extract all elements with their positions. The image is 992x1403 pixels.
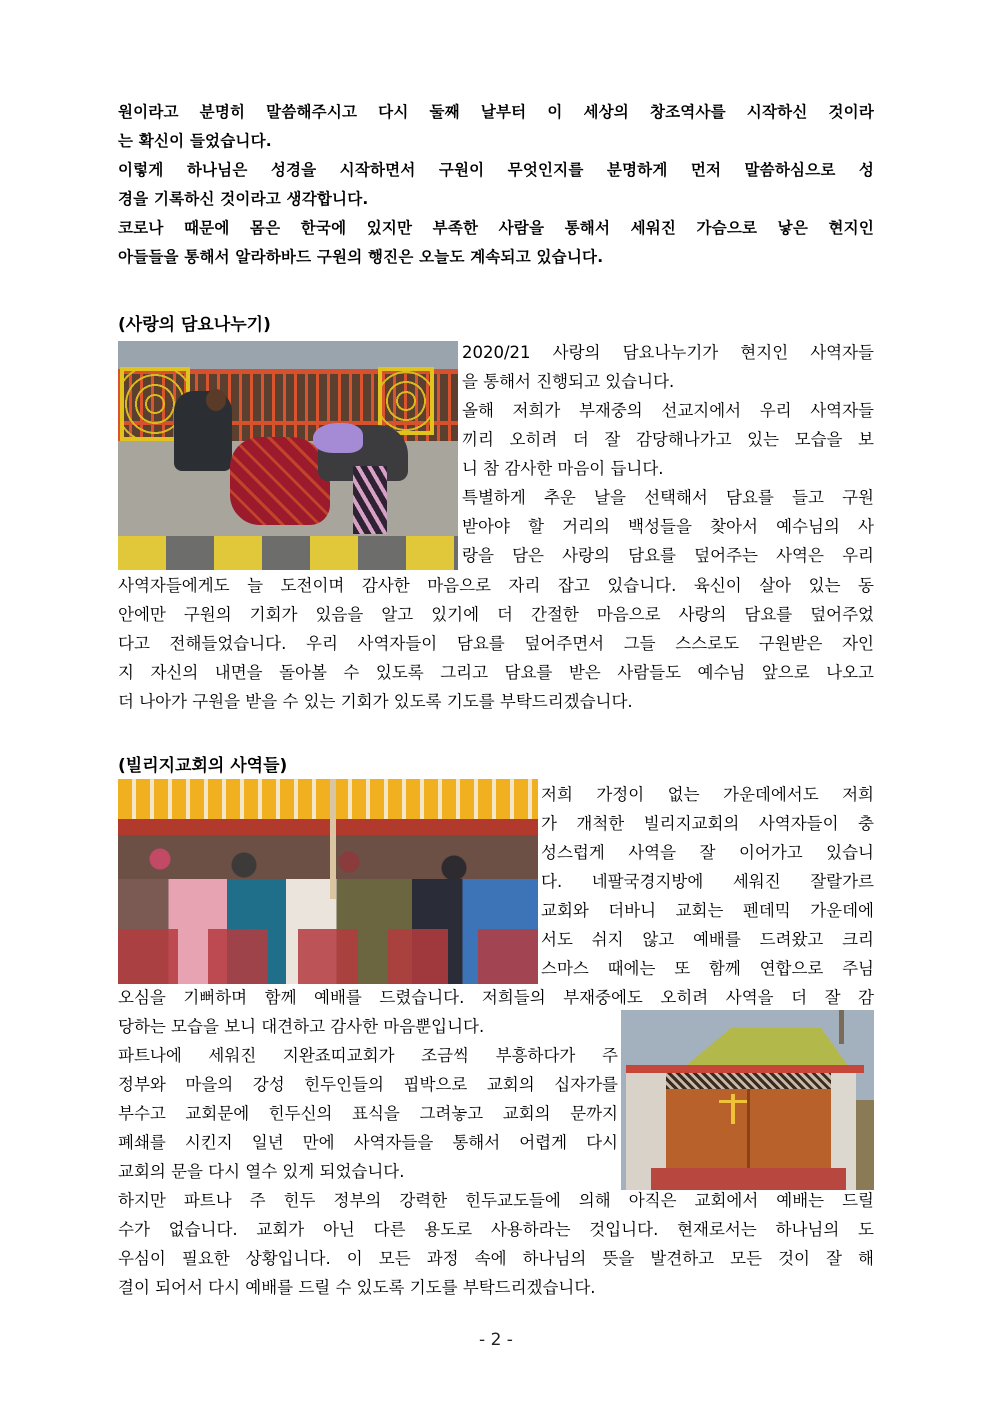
paragraph-line: 다고 전해들었습니다. 우리 사역자들이 담요를 덮어주면서 그들 스스로도 구원받은 자인 (118, 634, 874, 653)
intro-line: 경을 기록하신 것이라고 생각합니다. (118, 190, 369, 208)
paragraph-line: 교회의 문을 다시 열수 있게 되었습니다. (118, 1162, 405, 1181)
paragraph-line: 다. 네팔국경지방에 세워진 잘랄가르 (541, 872, 874, 891)
paragraph-line: 정부와 마을의 강성 힌두인들의 핍박으로 교회의 십자가를 (118, 1075, 618, 1094)
section-heading-blanket-sharing: (사랑의 담요나누기) (118, 315, 271, 335)
paragraph-line: 가 개척한 빌리지교회의 사역자들이 충 (541, 814, 874, 833)
paragraph-line: 을 통해서 진행되고 있습니다. (462, 372, 675, 391)
paragraph-line: 폐쇄를 시킨지 일년 만에 사역자들을 통해서 어렵게 다시 (118, 1133, 618, 1152)
paragraph-line: 파트나에 세워진 지완죠띠교회가 조금씩 부흥하다가 주 (118, 1046, 618, 1065)
paragraph-line: 올해 저희가 부재중의 선교지에서 우리 사역자들 (462, 401, 874, 420)
intro-line: 원이라고 분명히 말씀해주시고 다시 둘째 날부터 이 세상의 창조역사를 시작하신 것이라 (118, 103, 874, 121)
paragraph-line: 교회와 더바니 교회는 펜데믹 가운데에 (541, 901, 874, 920)
paragraph-line: 2020/21 사랑의 담요나누기가 현지인 사역자들 (462, 343, 874, 362)
paragraph-line: 수가 없습니다. 교회가 아닌 다른 용도로 사용하라는 것입니다. 현재로서는 하나님의 도 (118, 1220, 874, 1239)
paragraph-line: 우심이 필요한 상황입니다. 이 모든 과정 속에 하나님의 뜻을 발견하고 모든 것이 잘 해 (118, 1249, 874, 1268)
paragraph-line: 특별하게 추운 날을 선택해서 담요를 들고 구원 (462, 488, 874, 507)
intro-line: 는 확신이 들었습니다. (118, 132, 272, 150)
paragraph-line: 당하는 모습을 보니 대견하고 감사한 마음뿐입니다. (118, 1017, 485, 1036)
photo-blanket-sharing (118, 341, 458, 570)
section-heading-village-church: (빌리지교회의 사역들) (118, 756, 288, 776)
paragraph-line: 부수고 교회문에 힌두신의 표식을 그려놓고 교회의 문까지 (118, 1104, 618, 1123)
paragraph-line: 하지만 파트나 주 힌두 정부의 강력한 힌두교도들에 의해 아직은 교회에서 예배는 드릴 (118, 1191, 874, 1210)
page-number: - 2 - (479, 1330, 513, 1350)
paragraph-line: 지 자신의 내면을 돌아볼 수 있도록 그리고 담요를 받은 사람들도 예수님 앞으로 나오고 (118, 663, 874, 682)
paragraph-line: 오심을 기뻐하며 함께 예배를 드렸습니다. 저희들의 부재중에도 오히려 사역을 더 잘 감 (118, 988, 874, 1007)
intro-line: 아들들을 통해서 알라하바드 구원의 행진은 오늘도 계속되고 있습니다. (118, 248, 604, 266)
paragraph-line: 저희 가정이 없는 가운데에서도 저희 (541, 785, 874, 804)
paragraph-line: 안에만 구원의 기회가 있음을 알고 있기에 더 간절한 마음으로 사랑의 담요를 덮어주었 (118, 605, 874, 624)
photo-congregation (118, 779, 538, 984)
paragraph-line: 끼리 오히려 더 잘 감당해나가고 있는 모습을 보 (462, 430, 874, 449)
photo-closed-church-door (621, 1010, 874, 1190)
intro-line: 이렇게 하나님은 성경을 시작하면서 구원이 무엇인지를 분명하게 먼저 말씀하심으로 성 (118, 161, 874, 179)
paragraph-line: 니 참 감사한 마음이 듭니다. (462, 459, 664, 478)
paragraph-line: 성스럽게 사역을 잘 이어가고 있습니 (541, 843, 874, 862)
intro-line: 코로나 때문에 몸은 한국에 있지만 부족한 사람을 통해서 세워진 가슴으로 낳은 현지인 (118, 219, 874, 237)
paragraph-line: 받아야 할 거리의 백성들을 찾아서 예수님의 사 (462, 517, 874, 536)
paragraph-line: 더 나아가 구원을 받을 수 있는 기회가 있도록 기도를 부탁드리겠습니다. (118, 692, 633, 711)
paragraph-line: 사역자들에게도 늘 도전이며 감사한 마음으로 자리 잡고 있습니다. 육신이 살아 있는 동 (118, 576, 874, 595)
paragraph-line: 결이 되어서 다시 예배를 드릴 수 있도록 기도를 부탁드리겠습니다. (118, 1278, 596, 1297)
paragraph-line: 랑을 담은 사랑의 담요를 덮어주는 사역은 우리 (462, 546, 874, 565)
paragraph-line: 서도 쉬지 않고 예배를 드려왔고 크리 (541, 930, 874, 949)
paragraph-line: 스마스 때에는 또 함께 연합으로 주님 (541, 959, 874, 978)
